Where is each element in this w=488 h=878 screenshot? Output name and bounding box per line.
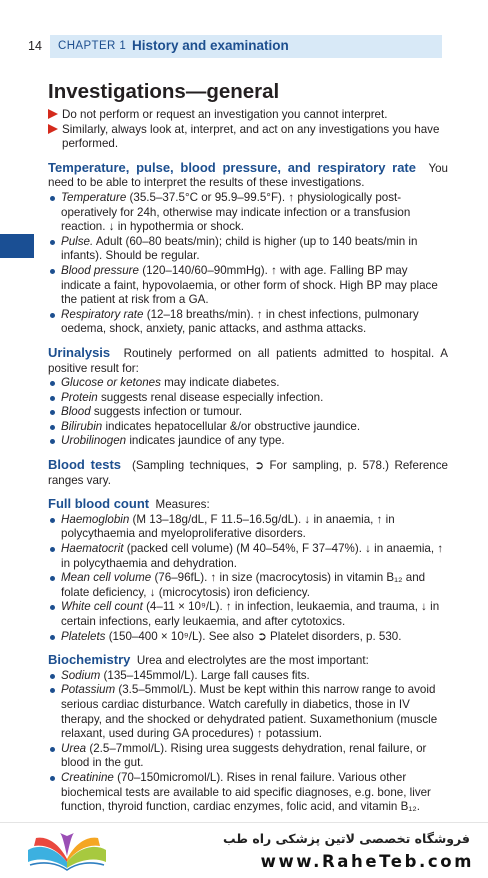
warning-text: Do not perform or request an investigation you cannot interpret. — [62, 108, 388, 121]
item-term: Sodium — [61, 668, 101, 682]
item-term: Urobilinogen — [61, 434, 127, 448]
bullet-dot-icon — [50, 410, 55, 415]
list-item — [48, 391, 448, 406]
page-title: Investigations—general — [48, 80, 280, 103]
chapter-title: History and examination — [132, 38, 289, 53]
item-text: (3.5–5mmol/L). Must be kept within this narrow range to avoid serious cardiac disturbance. Watch carefully in diabetics, those in IV therapy, and the shocked or dehydrated patient. Suxamethonium (muscle relaxant, used during GA procedures) ↑ potassium. — [61, 683, 438, 741]
shop-url-link[interactable]: www.RaheTeb.com — [260, 852, 474, 871]
bullet-dot-icon — [50, 196, 55, 201]
item-term: Creatinine — [61, 770, 114, 784]
bullet-dot-icon — [50, 576, 55, 581]
item-text: (35.5–37.5°C or 95.9–99.5°F). ↑ physiologically post-operatively for 24h, otherwise may indicate infection or a transfusion reaction. ↓ in hypothermia or shock. — [61, 190, 411, 234]
section-biochemistry — [48, 653, 448, 815]
item-term: Blood — [61, 405, 91, 419]
item-term: Mean cell volume — [61, 571, 152, 585]
book-logo-icon — [24, 832, 110, 872]
warning-line — [48, 123, 448, 152]
item-term: Glucose or ketones — [61, 376, 161, 390]
item-text: (12–18 breaths/min). ↑ in chest infections, pulmonary oedema, shock, anxiety, panic attacks, and asthma attacks. — [61, 307, 419, 336]
section-intro-text: Measures: — [155, 498, 210, 512]
list-item — [48, 742, 448, 771]
list-item — [48, 420, 448, 435]
bullet-dot-icon — [50, 674, 55, 679]
item-term: Haemoglobin — [61, 512, 130, 526]
item-text: (packed cell volume) (M 40–54%, F 37–47%). ↓ in anaemia, ↑ in polycythaemia and dehydration. — [61, 542, 444, 570]
item-term: Temperature — [61, 190, 127, 204]
chapter-side-tab — [0, 234, 34, 258]
item-term: Pulse. — [61, 234, 94, 248]
item-term: Potassium — [61, 683, 116, 697]
section-intro-text: (Sampling techniques, ➲ For sampling, p. 578.) Reference ranges vary. — [48, 459, 448, 487]
item-text: (M 13–18g/dL, F 11.5–16.5g/dL). ↓ in anaemia, ↑ in polycythaemia and myeloproliferative disorders. — [61, 512, 395, 541]
item-text: suggests renal disease especially infection. — [97, 390, 324, 404]
list-item — [48, 600, 448, 629]
section-heading: Biochemistry — [48, 652, 131, 668]
list-item — [48, 191, 448, 235]
bullet-dot-icon — [50, 635, 55, 640]
chapter-header-band — [50, 35, 442, 58]
list-item — [48, 308, 448, 337]
biochemistry-list — [48, 669, 448, 815]
item-term: Urea — [61, 741, 87, 755]
shop-name: فروشگاه تخصصی لاتین پزشکی راه طب — [222, 831, 470, 846]
list-item — [48, 542, 448, 571]
bullet-dot-icon — [50, 381, 55, 386]
bullet-dot-icon — [50, 439, 55, 444]
list-item — [48, 683, 448, 741]
warning-text: Similarly, always look at, interpret, and act on any investigations you have performed. — [62, 122, 440, 151]
bullet-dot-icon — [50, 776, 55, 781]
item-term: Platelets — [61, 629, 106, 643]
list-item — [48, 513, 448, 542]
fbc-list — [48, 513, 448, 644]
section-heading: Urinalysis — [48, 344, 111, 360]
section-intro-text: Urea and electrolytes are the most important: — [136, 654, 369, 668]
item-text: (135–145mmol/L). Large fall causes fits. — [100, 668, 310, 682]
section-urinalysis — [48, 346, 448, 449]
list-item — [48, 264, 448, 308]
chapter-label: CHAPTER 1 — [58, 40, 127, 52]
list-item — [48, 235, 448, 264]
section-intro — [48, 346, 448, 376]
section-heading: Temperature, pulse, blood pressure, and respiratory rate — [48, 159, 416, 175]
warning-line — [48, 108, 448, 123]
bullet-dot-icon — [50, 313, 55, 318]
page-number: 14 — [28, 39, 42, 53]
list-item — [48, 630, 448, 645]
bullet-dot-icon — [50, 688, 55, 693]
item-text: indicates hepatocellular &/or obstructive jaundice. — [102, 419, 361, 433]
item-text: may indicate diabetes. — [160, 376, 280, 390]
list-item — [48, 571, 448, 600]
item-text: (150–400 × 10⁹/L). See also ➲ Platelet disorders, p. 530. — [105, 629, 402, 643]
warning-triangle-icon — [48, 124, 58, 134]
footer-divider — [0, 822, 488, 823]
section-blood-tests — [48, 458, 448, 488]
list-item — [48, 434, 448, 449]
section-vitals — [48, 161, 448, 337]
item-term: White cell count — [61, 600, 143, 614]
warning-triangle-icon — [48, 109, 58, 119]
item-text: Adult (60–80 beats/min); child is higher (up to 140 beats/min in infants). Should be regular. — [61, 234, 418, 263]
item-term: Respiratory rate — [61, 307, 144, 321]
item-term: Bilirubin — [61, 419, 103, 433]
item-text: (76–96fL). ↑ in size (macrocytosis) in vitamin B₁₂ and folate deficiency, ↓ (microcytosis) iron deficiency. — [61, 571, 426, 599]
bullet-dot-icon — [50, 747, 55, 752]
item-text: suggests infection or tumour. — [90, 405, 243, 419]
section-intro — [48, 653, 448, 669]
bullet-dot-icon — [50, 547, 55, 552]
page-body — [48, 108, 448, 815]
bullet-dot-icon — [50, 518, 55, 523]
section-intro-text: You need to be able to interpret the results of these investigations. — [48, 161, 449, 190]
section-intro — [48, 458, 448, 488]
bullet-dot-icon — [50, 425, 55, 430]
item-text: (4–11 × 10⁹/L). ↑ in infection, leukaemia, and trauma, ↓ in certain infections, early leukaemia, and after cytotoxics. — [61, 600, 440, 628]
list-item — [48, 405, 448, 420]
section-intro — [48, 497, 448, 513]
list-item — [48, 669, 448, 684]
item-term: Protein — [61, 390, 98, 404]
item-text: (120–140/60–90mmHg). ↑ with age. Falling BP may indicate a faint, hypovolaemia, or other form of shock. High BP may place the patient at risk from a GA. — [61, 263, 438, 307]
section-full-blood-count — [48, 497, 448, 644]
bullet-dot-icon — [50, 605, 55, 610]
section-intro-text: Routinely performed on all patients admitted to hospital. A positive result for: — [48, 346, 448, 375]
item-text: (2.5–7mmol/L). Rising urea suggests dehydration, renal failure, or blood in the gut. — [61, 741, 427, 770]
bullet-dot-icon — [50, 396, 55, 401]
section-heading: Full blood count — [48, 496, 150, 512]
list-item — [48, 376, 448, 391]
section-heading: Blood tests — [48, 457, 122, 473]
list-item — [48, 771, 448, 815]
item-term: Haematocrit — [61, 542, 124, 556]
item-text: indicates jaundice of any type. — [126, 434, 285, 448]
item-text: (70–150micromol/L). Rises in renal failure. Various other biochemical tests are available to aid specific diagnoses, e.g. bone, liver function, thyroid function, cardiac enzymes, folic acid, and vitamin B₁₂. — [61, 770, 431, 814]
bullet-dot-icon — [50, 269, 55, 274]
bullet-dot-icon — [50, 240, 55, 245]
section-intro — [48, 161, 448, 191]
urinalysis-list — [48, 376, 448, 449]
item-term: Blood pressure — [61, 263, 139, 277]
vitals-list — [48, 191, 448, 337]
